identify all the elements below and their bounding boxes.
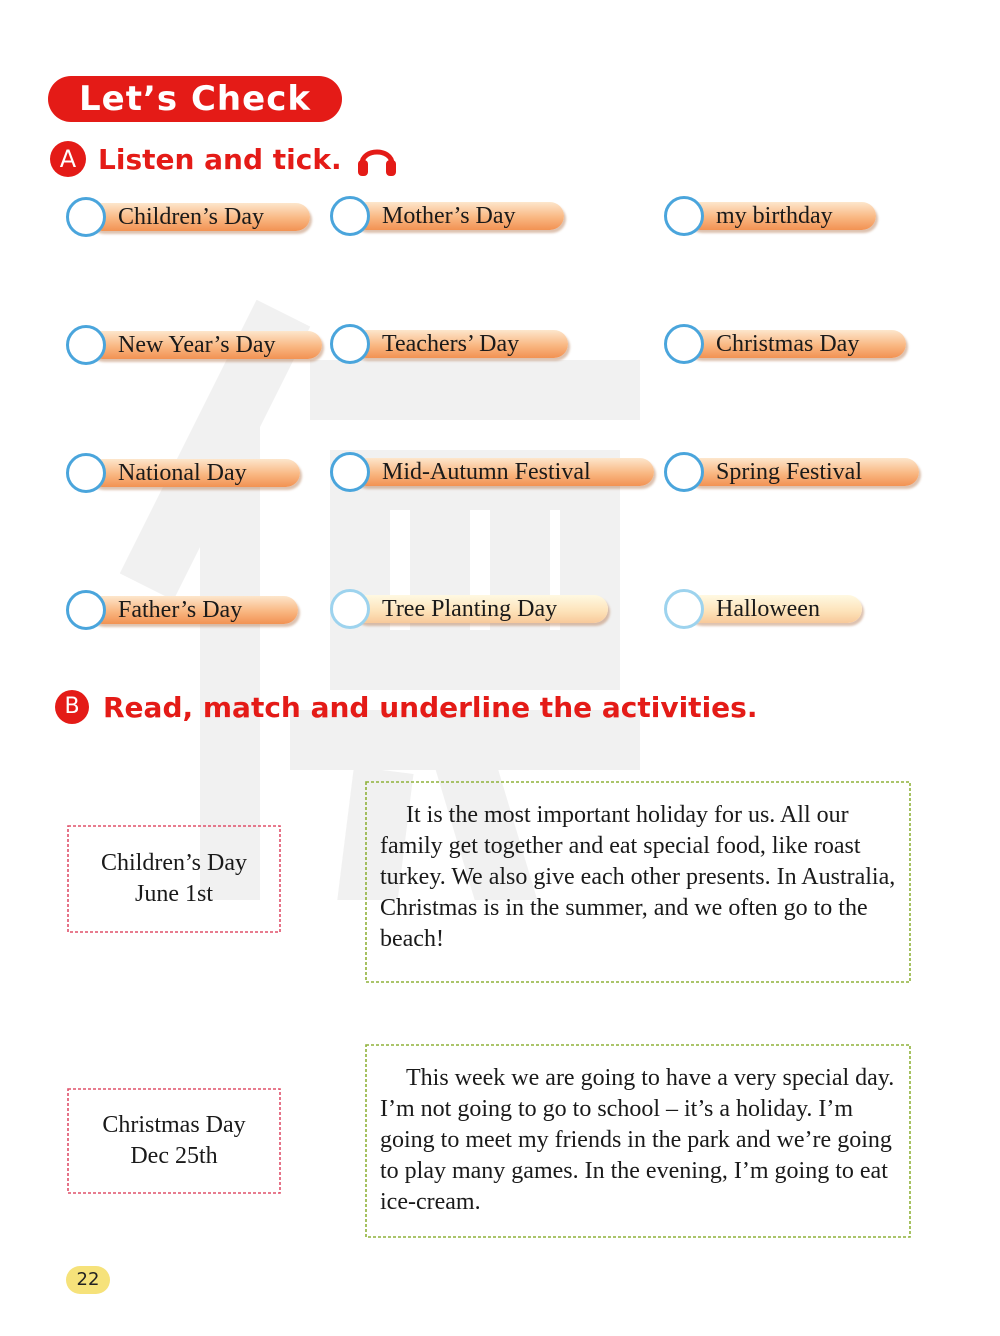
item-label: Spring Festival: [716, 459, 863, 485]
page-number: 22: [66, 1266, 110, 1294]
holiday-card-text: [66, 1087, 282, 1195]
tick-item-national-day[interactable]: [66, 453, 306, 497]
tick-item-teachers-day[interactable]: [330, 324, 575, 368]
section-b-title: Read, match and underline the activities.: [103, 690, 758, 724]
tick-item-christmas-day[interactable]: [664, 324, 914, 368]
holiday-date: June 1st: [135, 881, 213, 907]
holiday-date: Dec 25th: [130, 1143, 218, 1169]
item-label: my birthday: [716, 203, 833, 229]
tick-circle[interactable]: [330, 452, 370, 492]
section-b-letter: B: [55, 690, 89, 724]
item-label: Tree Planting Day: [382, 596, 558, 622]
headphones-icon: [356, 140, 398, 178]
section-a-title: Listen and tick.: [98, 142, 342, 176]
holiday-name: Children’s Day: [101, 850, 247, 876]
item-label: Teachers’ Day: [382, 331, 520, 357]
holiday-card-text: [66, 824, 282, 934]
paragraph-text: It is the most important holiday for us. All our family get together and eat special food, like roast turkey. We also give each other presents. In Australia, Christmas is in the summer, and we often go to the beach!: [380, 802, 896, 952]
tick-item-fathers-day[interactable]: [66, 590, 306, 634]
tick-circle[interactable]: [330, 196, 370, 236]
section-a-letter: A: [50, 141, 86, 177]
tick-circle[interactable]: [664, 324, 704, 364]
tick-item-halloween[interactable]: [664, 589, 864, 633]
tick-circle[interactable]: [664, 589, 704, 629]
tick-circle[interactable]: [664, 196, 704, 236]
tick-circle[interactable]: [66, 325, 106, 365]
item-label: Christmas Day: [716, 331, 860, 357]
tick-item-tree-planting-day[interactable]: [330, 589, 615, 633]
item-label: Mid-Autumn Festival: [382, 459, 591, 485]
tick-circle[interactable]: [664, 452, 704, 492]
item-label: National Day: [118, 460, 247, 486]
paragraph-card-2[interactable]: [364, 1043, 912, 1239]
section-a-heading: [50, 140, 398, 178]
holiday-card-childrens-day[interactable]: [66, 824, 282, 934]
item-label: Father’s Day: [118, 597, 243, 623]
holiday-card-christmas-day[interactable]: [66, 1087, 282, 1195]
item-label: Halloween: [716, 596, 820, 622]
tick-circle[interactable]: [66, 453, 106, 493]
tick-item-mid-autumn-festival[interactable]: [330, 452, 660, 496]
item-label: Children’s Day: [118, 204, 264, 230]
item-label: Mother’s Day: [382, 203, 516, 229]
tick-circle[interactable]: [330, 589, 370, 629]
tick-circle[interactable]: [330, 324, 370, 364]
tick-item-mothers-day[interactable]: [330, 196, 570, 240]
paragraph-text: This week we are going to have a very special day. I’m not going to go to school – it’s a holiday. I’m going to meet my friends in the park and we’re going to play many games. In the evening, I’m going to eat ice-cream.: [380, 1065, 895, 1215]
tick-item-new-years-day[interactable]: [66, 325, 326, 369]
item-label: New Year’s Day: [118, 332, 276, 358]
tick-item-my-birthday[interactable]: [664, 196, 884, 240]
tick-item-childrens-day[interactable]: [66, 197, 316, 241]
tick-circle[interactable]: [66, 590, 106, 630]
section-b-heading: [55, 690, 757, 724]
page-title: Let’s Check: [48, 76, 342, 122]
paragraph-card-1[interactable]: [364, 780, 912, 984]
holiday-name: Christmas Day: [102, 1112, 246, 1138]
tick-item-spring-festival[interactable]: [664, 452, 924, 496]
tick-circle[interactable]: [66, 197, 106, 237]
